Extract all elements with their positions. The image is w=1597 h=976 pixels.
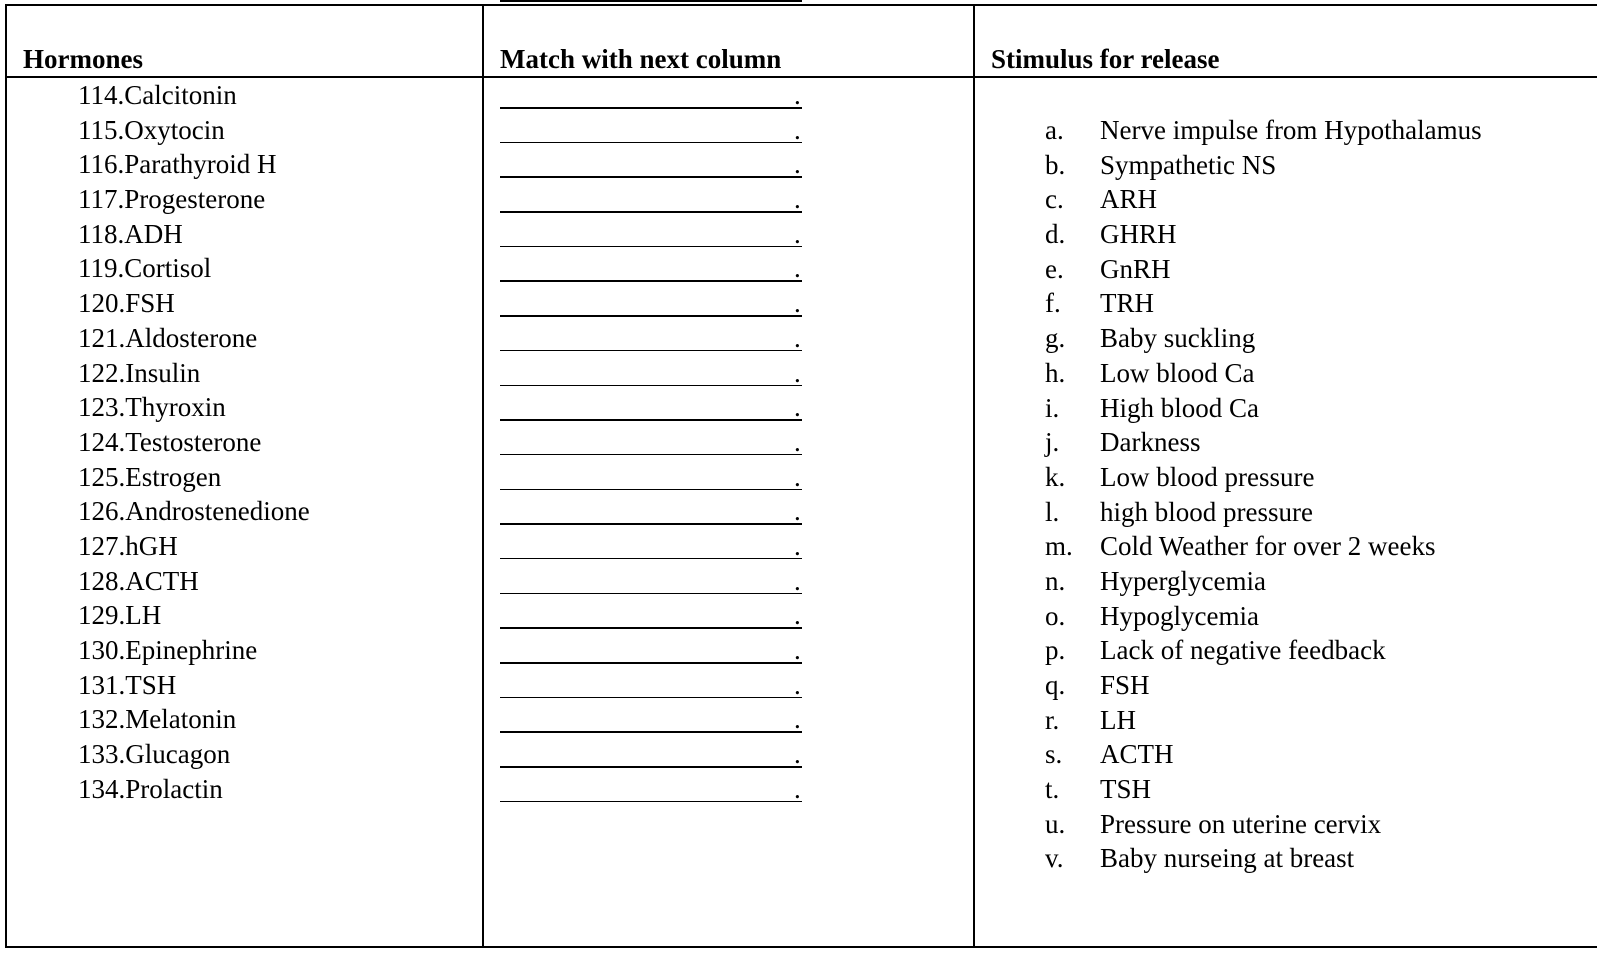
answer-underline — [500, 593, 802, 595]
stimulus-letter: u. — [1045, 808, 1066, 839]
stimulus-item — [1045, 391, 1482, 426]
answer-underline — [500, 350, 802, 352]
answer-underline — [500, 489, 802, 491]
answer-underline — [500, 246, 802, 248]
table-border-left — [5, 4, 7, 948]
answer-period: . — [794, 635, 801, 665]
answer-underline — [500, 107, 802, 109]
answer-period: . — [794, 218, 801, 249]
stimulus-text: ARH — [1100, 184, 1158, 215]
hormone-item: 126.Androstenedione — [78, 496, 310, 527]
hormone-item: 119.Cortisol — [78, 253, 212, 284]
stimulus-item — [1045, 668, 1482, 703]
answer-period: . — [794, 114, 801, 145]
answer-underline — [500, 627, 802, 629]
stimulus-text: Cold Weather for over 2 weeks — [1100, 531, 1436, 562]
stimulus-text: Baby suckling — [1100, 323, 1256, 354]
stimulus-item — [1045, 807, 1482, 842]
stimulus-item — [1045, 495, 1482, 530]
hormone-item: 114.Calcitonin — [78, 80, 237, 110]
answer-period: . — [794, 80, 801, 110]
answer-blank[interactable] — [500, 356, 810, 391]
answer-period: . — [794, 149, 801, 180]
answer-period: . — [794, 426, 801, 457]
stimulus-item — [1045, 113, 1482, 148]
stimulus-letter: i. — [1045, 392, 1060, 423]
stimulus-item — [1045, 286, 1482, 321]
stimulus-text: GHRH — [1100, 219, 1177, 250]
answer-blank[interactable] — [500, 598, 810, 633]
stimulus-text: Sympathetic NS — [1100, 149, 1277, 180]
stimulus-item — [1045, 737, 1482, 772]
answer-blank[interactable] — [500, 321, 810, 356]
stimulus-text: Hyperglycemia — [1100, 565, 1266, 596]
hormone-item: 129.LH — [78, 600, 162, 631]
stimulus-letter: m. — [1045, 531, 1073, 562]
hormone-item: 117.Progesterone — [78, 184, 266, 215]
answer-blank[interactable] — [500, 113, 810, 148]
answer-blank[interactable] — [500, 182, 810, 217]
stimulus-letter: j. — [1045, 427, 1060, 458]
stimulus-item — [1045, 529, 1482, 564]
hormone-item: 127.hGH — [78, 530, 178, 561]
answer-blank[interactable] — [500, 460, 810, 495]
stimulus-item — [1045, 356, 1482, 391]
answer-period: . — [794, 669, 801, 700]
answer-underline — [500, 315, 802, 317]
answer-underline — [500, 523, 802, 525]
hormone-item: 118.ADH — [78, 218, 183, 249]
answer-blank[interactable] — [500, 702, 810, 737]
stimulus-letter: f. — [1045, 288, 1061, 319]
top-rule-stub — [500, 0, 802, 2]
answer-underline — [500, 385, 802, 387]
stimulus-text: Darkness — [1100, 427, 1201, 458]
stimulus-letter: r. — [1045, 704, 1060, 735]
stimulus-letter: k. — [1045, 461, 1066, 492]
table-border-bottom — [6, 946, 1597, 948]
answer-underline — [500, 558, 802, 560]
table-border-top — [6, 4, 1597, 6]
answer-underline — [500, 176, 802, 178]
answer-period: . — [794, 322, 801, 353]
stimulus-text: High blood Ca — [1100, 392, 1259, 423]
hormone-item: 131.TSH — [78, 669, 177, 700]
stimulus-item — [1045, 703, 1482, 738]
answer-underline — [500, 662, 802, 664]
stimulus-letter: b. — [1045, 149, 1066, 180]
hormone-item: 122.Insulin — [78, 357, 201, 388]
hormone-item: 125.Estrogen — [78, 461, 222, 492]
header-match: Match with next column — [500, 44, 782, 74]
stimulus-letter: l. — [1045, 496, 1060, 527]
answer-period: . — [794, 357, 801, 388]
answer-period: . — [794, 253, 801, 284]
answer-period: . — [794, 600, 801, 631]
hormone-item: 130.Epinephrine — [78, 635, 258, 665]
hormone-item: 124.Testosterone — [78, 426, 262, 457]
stimulus-letter: q. — [1045, 670, 1066, 700]
hormone-item: 115.Oxytocin — [78, 114, 225, 145]
hormone-item: 133.Glucagon — [78, 739, 231, 770]
answer-blank-list — [500, 78, 810, 806]
answer-underline — [500, 454, 802, 456]
stimulus-item — [1045, 321, 1482, 356]
answer-underline — [500, 731, 802, 733]
stimulus-item — [1045, 564, 1482, 599]
stimulus-letter: d. — [1045, 219, 1066, 250]
answer-period: . — [794, 184, 801, 215]
stimulus-item — [1045, 217, 1482, 252]
answer-period: . — [794, 288, 801, 319]
hormone-list — [78, 78, 310, 806]
stimulus-text: Baby nurseing at breast — [1100, 843, 1355, 874]
answer-period: . — [794, 530, 801, 561]
answer-blank[interactable] — [500, 147, 810, 182]
stimulus-item — [1045, 425, 1482, 460]
column-divider-1 — [482, 4, 484, 948]
answer-underline — [500, 697, 802, 699]
hormone-item: 116.Parathyroid H — [78, 149, 277, 180]
answer-blank[interactable] — [500, 78, 810, 113]
answer-blank[interactable] — [500, 564, 810, 599]
stimulus-letter: p. — [1045, 635, 1066, 666]
answer-blank[interactable] — [500, 633, 810, 668]
answer-period: . — [794, 461, 801, 492]
stimulus-text: FSH — [1100, 670, 1150, 700]
hormone-item: 120.FSH — [78, 288, 175, 319]
answer-period: . — [794, 773, 801, 804]
answer-blank[interactable] — [500, 286, 810, 321]
answer-period: . — [794, 392, 801, 423]
stimulus-list — [1045, 113, 1482, 876]
stimulus-letter: g. — [1045, 323, 1066, 354]
hormone-item: 128.ACTH — [78, 565, 199, 596]
stimulus-text: GnRH — [1100, 253, 1171, 284]
stimulus-item — [1045, 182, 1482, 217]
stimulus-text: ACTH — [1100, 739, 1174, 770]
stimulus-item — [1045, 252, 1482, 287]
answer-underline — [500, 419, 802, 421]
hormone-item: 121.Aldosterone — [78, 322, 258, 353]
answer-blank[interactable] — [500, 772, 810, 807]
stimulus-letter: a. — [1045, 115, 1064, 145]
answer-underline — [500, 766, 802, 768]
stimulus-item — [1045, 599, 1482, 634]
header-stimulus: Stimulus for release — [991, 44, 1220, 74]
stimulus-text: Lack of negative feedback — [1100, 635, 1386, 666]
stimulus-text: Hypoglycemia — [1100, 600, 1259, 631]
answer-blank[interactable] — [500, 390, 810, 425]
stimulus-text: Low blood Ca — [1100, 357, 1255, 388]
answer-blank[interactable] — [500, 425, 810, 460]
stimulus-text: high blood pressure — [1100, 496, 1313, 527]
answer-blank[interactable] — [500, 251, 810, 286]
stimulus-item — [1045, 633, 1482, 668]
stimulus-text: TSH — [1100, 774, 1152, 805]
stimulus-text: Pressure on uterine cervix — [1100, 808, 1382, 839]
stimulus-text: TRH — [1100, 288, 1154, 319]
answer-underline — [500, 142, 802, 144]
stimulus-letter: e. — [1045, 253, 1064, 284]
answer-blank[interactable] — [500, 529, 810, 564]
stimulus-text: LH — [1100, 704, 1136, 735]
stimulus-letter: c. — [1045, 184, 1064, 215]
answer-underline — [500, 280, 802, 282]
answer-blank[interactable] — [500, 668, 810, 703]
stimulus-item — [1045, 772, 1482, 807]
stimulus-letter: t. — [1045, 774, 1060, 805]
answer-period: . — [794, 565, 801, 596]
hormone-item: 134.Prolactin — [78, 773, 223, 804]
stimulus-letter: h. — [1045, 357, 1066, 388]
stimulus-item — [1045, 148, 1482, 183]
answer-period: . — [794, 496, 801, 527]
answer-period: . — [794, 704, 801, 735]
answer-period: . — [794, 739, 801, 770]
stimulus-letter: n. — [1045, 565, 1066, 596]
stimulus-letter: s. — [1045, 739, 1063, 770]
stimulus-item — [1045, 841, 1482, 876]
stimulus-item — [1045, 460, 1482, 495]
answer-underline — [500, 211, 802, 213]
stimulus-letter: o. — [1045, 600, 1066, 631]
answer-blank[interactable] — [500, 494, 810, 529]
column-divider-2 — [973, 4, 975, 948]
answer-underline — [500, 801, 802, 803]
hormone-item: 123.Thyroxin — [78, 392, 226, 423]
stimulus-letter: v. — [1045, 843, 1064, 874]
answer-blank[interactable] — [500, 217, 810, 252]
stimulus-text: Low blood pressure — [1100, 461, 1315, 492]
hormone-item: 132.Melatonin — [78, 704, 237, 735]
header-hormones: Hormones — [23, 44, 143, 74]
answer-blank[interactable] — [500, 737, 810, 772]
stimulus-text: Nerve impulse from Hypothalamus — [1100, 115, 1482, 145]
